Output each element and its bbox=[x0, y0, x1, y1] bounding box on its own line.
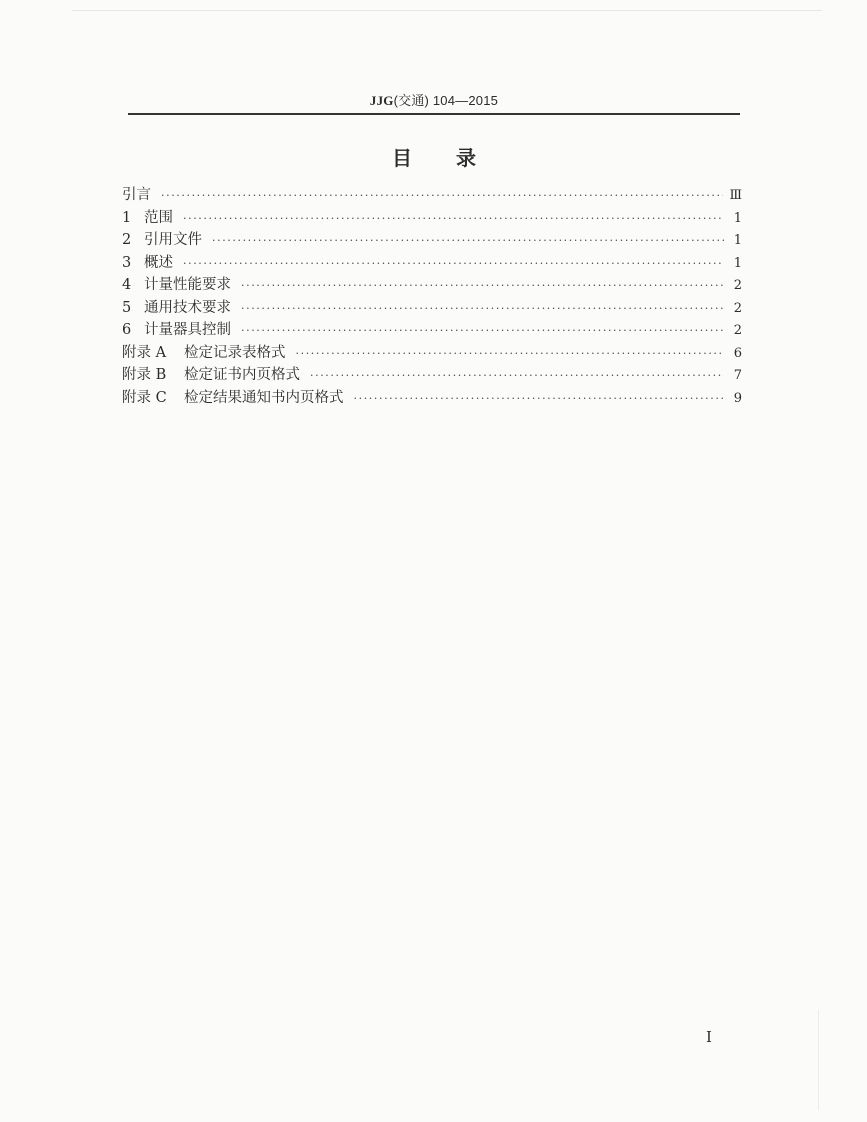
toc-entry-metrological-performance[interactable] bbox=[122, 274, 742, 297]
toc-entry-page: 1 bbox=[733, 210, 742, 226]
toc-entry-number: 4 bbox=[122, 277, 132, 293]
scan-edge-right bbox=[818, 1010, 819, 1110]
toc-entry-page: 2 bbox=[733, 300, 742, 316]
toc-entry-label bbox=[122, 297, 231, 320]
toc-entry-label bbox=[122, 184, 151, 207]
scan-edge-top bbox=[72, 10, 822, 11]
toc-entry-title: 通用技术要求 bbox=[144, 299, 231, 316]
toc-entry-label bbox=[122, 319, 231, 342]
toc-entry-general-technical[interactable] bbox=[122, 297, 742, 320]
toc-entry-number: 附录 B bbox=[122, 367, 167, 383]
toc-dot-leader bbox=[183, 208, 724, 231]
toc-dot-leader bbox=[296, 343, 725, 366]
toc-entry-appendix-c[interactable] bbox=[122, 387, 742, 410]
toc-dot-leader bbox=[183, 253, 724, 276]
toc-entry-label bbox=[122, 229, 202, 252]
toc-entry-appendix-b[interactable] bbox=[122, 364, 742, 387]
toc-dot-leader bbox=[241, 275, 724, 298]
toc-dot-leader bbox=[241, 298, 724, 321]
toc-entry-scope[interactable] bbox=[122, 207, 742, 230]
toc-entry-label bbox=[122, 207, 173, 230]
toc-entry-number: 5 bbox=[122, 299, 132, 316]
toc-entry-number: 2 bbox=[122, 232, 132, 248]
toc-entry-title: 计量器具控制 bbox=[144, 322, 231, 338]
toc-entry-introduction[interactable] bbox=[122, 184, 742, 207]
toc-entry-number: 3 bbox=[122, 254, 132, 271]
standard-code-rest: (交通) 104—2015 bbox=[393, 93, 499, 108]
toc-entry-title: 计量性能要求 bbox=[144, 277, 231, 293]
toc-entry-label bbox=[122, 252, 173, 275]
toc-entry-title: 范围 bbox=[144, 209, 173, 226]
standard-code-prefix: JJG bbox=[369, 93, 394, 108]
toc-entry-title: 引言 bbox=[122, 187, 151, 203]
toc-entry-title: 检定结果通知书内页格式 bbox=[184, 389, 344, 406]
toc-entry-page: 9 bbox=[733, 390, 742, 406]
toc-entry-number: 附录 A bbox=[122, 344, 167, 361]
toc-entry-title: 检定记录表格式 bbox=[184, 344, 286, 361]
toc-entry-page: 2 bbox=[733, 278, 742, 293]
toc-entry-label bbox=[122, 387, 344, 410]
toc-entry-label bbox=[122, 364, 300, 387]
toc-entry-label bbox=[122, 342, 286, 365]
toc-entry-number: 1 bbox=[122, 209, 132, 226]
toc-entry-page: 1 bbox=[733, 233, 742, 248]
toc-entry-number: 6 bbox=[122, 322, 132, 338]
toc-entry-title: 检定证书内页格式 bbox=[184, 367, 300, 383]
toc-dot-leader bbox=[212, 230, 724, 253]
toc-entry-instrument-control[interactable] bbox=[122, 319, 742, 342]
toc-entry-page: 1 bbox=[733, 255, 742, 271]
header-rule bbox=[128, 113, 740, 115]
toc-dot-leader bbox=[161, 185, 723, 208]
toc-entry-number: 附录 C bbox=[122, 389, 167, 406]
toc-entry-overview[interactable] bbox=[122, 252, 742, 275]
toc-entry-page: 2 bbox=[733, 323, 742, 338]
toc-entry-title: 引用文件 bbox=[144, 232, 202, 248]
toc-entry-page: 6 bbox=[733, 345, 742, 361]
toc-entry-appendix-a[interactable] bbox=[122, 342, 742, 365]
toc-dot-leader bbox=[354, 388, 725, 411]
toc-dot-leader bbox=[241, 320, 724, 343]
toc-entry-label bbox=[122, 274, 231, 297]
running-header bbox=[128, 90, 740, 109]
toc-title: 目录 bbox=[392, 146, 520, 170]
toc-entry-page: 7 bbox=[733, 368, 742, 383]
toc-entry-page: Ⅲ bbox=[729, 188, 742, 203]
page-number: I bbox=[706, 1028, 712, 1046]
toc-dot-leader bbox=[310, 365, 724, 388]
toc-entry-title: 概述 bbox=[144, 254, 173, 271]
toc-entry-references[interactable] bbox=[122, 229, 742, 252]
table-of-contents bbox=[122, 184, 742, 409]
